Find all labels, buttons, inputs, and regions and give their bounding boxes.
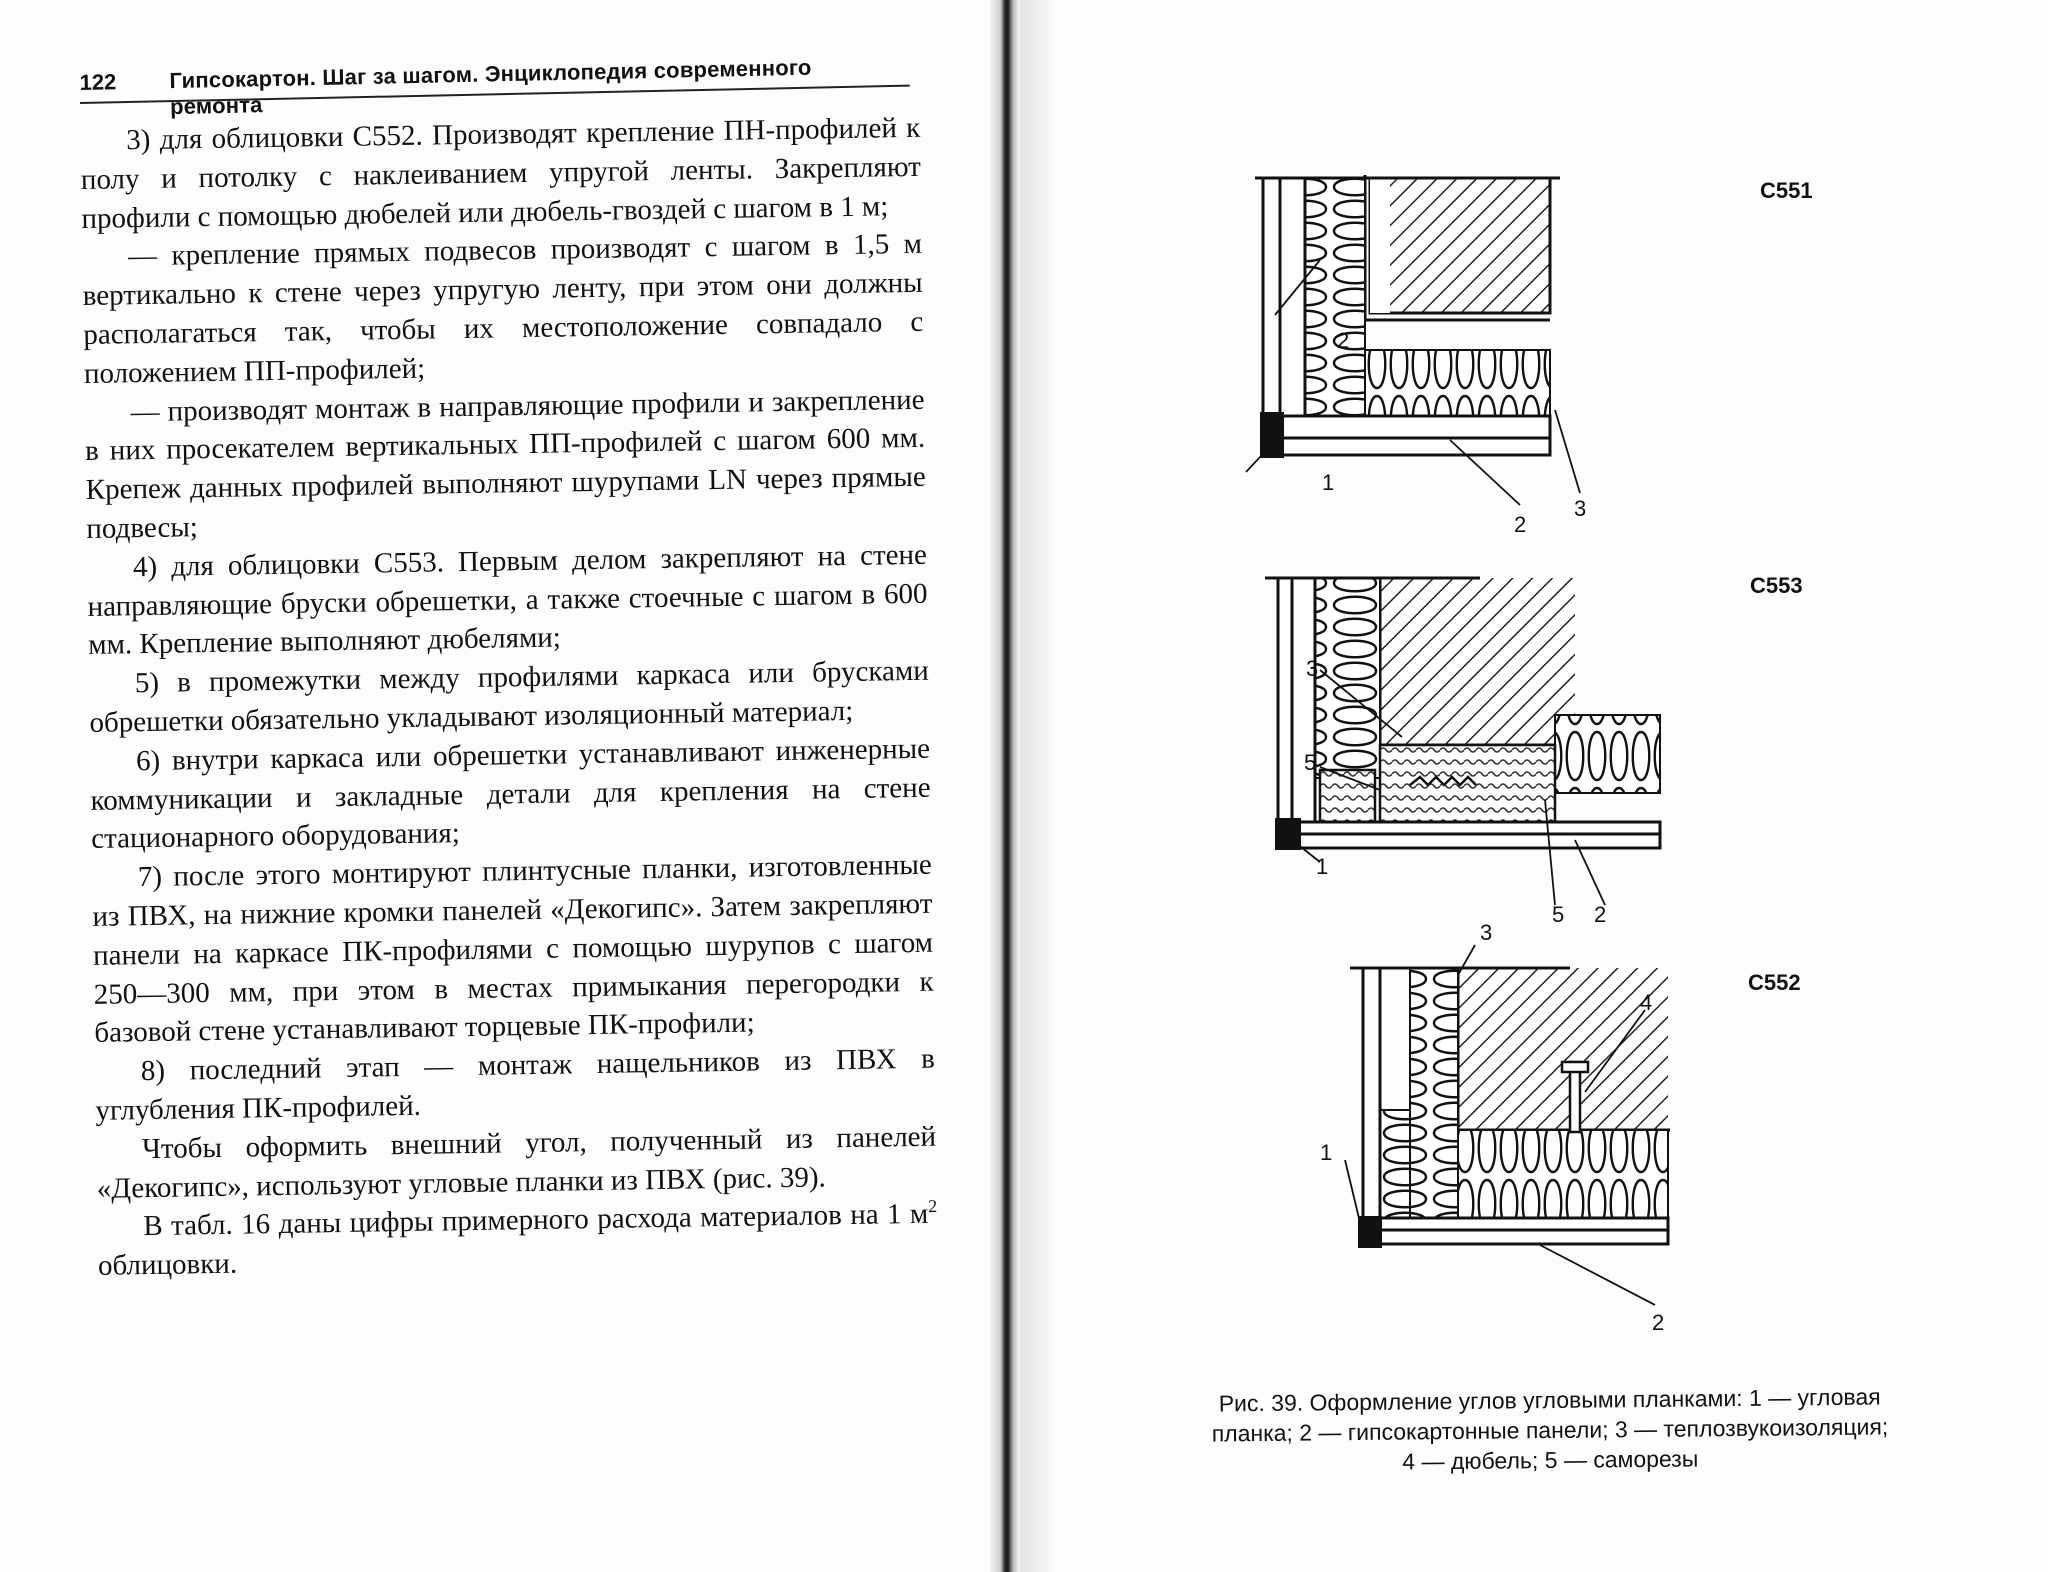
figure-title: С551 bbox=[1760, 178, 1813, 203]
insulation bbox=[1410, 968, 1458, 1218]
wall-hatch bbox=[1458, 968, 1668, 1130]
figure-c551 bbox=[1246, 175, 1813, 537]
paragraph: 8) последний этап — монтаж нащельников из ПВХ в углубления ПК-профилей. bbox=[95, 1042, 936, 1127]
gypsum-panel bbox=[1278, 578, 1292, 846]
corner-strip bbox=[1275, 818, 1301, 850]
dowel-head bbox=[1562, 1062, 1588, 1072]
book-gutter bbox=[990, 0, 1020, 1572]
gypsum-panel bbox=[1280, 416, 1550, 438]
paragraph-tail: облицовки. bbox=[97, 1247, 238, 1282]
insulation bbox=[1365, 350, 1550, 416]
callout-label: 2 bbox=[1337, 328, 1350, 353]
callout-label: 3 bbox=[1480, 920, 1493, 945]
gypsum-panel bbox=[1278, 834, 1660, 848]
right-page bbox=[1080, 0, 2048, 1572]
gypsum-panel bbox=[1380, 1218, 1668, 1230]
paragraph: — производят монтаж в направляющие профили и закрепление в них просекателем вертикальных ПП-профилей с шагом 600 мм. Крепеж данных профилей выполняют шурупами LN через прямые подвесы; bbox=[84, 383, 926, 545]
gypsum-panel bbox=[1363, 1230, 1668, 1244]
callout-label: 1 bbox=[1320, 1140, 1333, 1165]
callout-label: 1 bbox=[1316, 854, 1329, 879]
callout-label: 3 bbox=[1306, 656, 1319, 681]
body-text bbox=[80, 109, 938, 1286]
callout-label: 2 bbox=[1514, 512, 1527, 537]
running-head bbox=[79, 45, 910, 120]
figure-title: С552 bbox=[1748, 970, 1801, 995]
wall-hatch bbox=[1370, 178, 1550, 313]
paragraph: 7) после этого монтируют плинтусные планки, изготовленные из ПВХ, на нижние кромки панелей «Декогипс». Затем закрепляют панели на каркасе ПК-профилями с помощью шурупов с шагом 250—300 мм, при этом в местах примыкания перегородки к базовой стене устанавливают торцевые ПК-профили; bbox=[92, 848, 934, 1050]
figure-c552 bbox=[1320, 920, 1801, 1335]
callout-label: 2 bbox=[1652, 1310, 1665, 1335]
paragraph: Чтобы оформить внешний угол, полученный из панелей «Декогипс», используют угловые планки из ПВХ (рис. 39). bbox=[96, 1120, 937, 1205]
paragraph: — крепление прямых подвесов производят с шагом в 1,5 м вертикально к стене через упругую ленту, при этом они должны располагаться так, чтобы их местоположение совпадало с положением ПП-профилей; bbox=[82, 228, 924, 390]
callout-label: 5 bbox=[1552, 902, 1565, 927]
gypsum-panel bbox=[1263, 438, 1550, 455]
paragraph-text: В табл. 16 даны цифры примерного расхода материалов на 1 м bbox=[143, 1198, 929, 1243]
gutter-shadow bbox=[1020, 0, 1060, 1572]
figure-c553 bbox=[1265, 573, 1803, 927]
callout-label: 5 bbox=[1304, 750, 1317, 775]
paragraph: 4) для облицовки С553. Первым делом закрепляют на стене направляющие бруски обрешетки, а также стоечные с шагом в 600 мм. Крепление выполняют дюбелями; bbox=[87, 538, 928, 662]
caption-line: планка; 2 — гипсокартонные панели; 3 — теплозвукоизоляция; bbox=[1211, 1413, 1889, 1447]
figure-39 bbox=[1080, 0, 2048, 1572]
superscript: 2 bbox=[927, 1196, 938, 1217]
left-page bbox=[79, 52, 938, 1512]
gypsum-panel bbox=[1292, 578, 1315, 832]
figure-caption bbox=[1095, 1380, 2006, 1480]
running-title: Гипсокартон. Шаг за шагом. Энциклопедия современного ремонта bbox=[169, 54, 812, 120]
page-number: 122 bbox=[79, 69, 117, 96]
wood-batten bbox=[1380, 745, 1555, 822]
paragraph: 3) для облицовки С552. Производят крепление ПН-профилей к полу и потолку с наклеиванием упругой ленты. Закрепляют профили с помощью дюбелей или дюбель-гвоздей с шагом в 1 м; bbox=[80, 111, 922, 235]
paragraph: 6) внутри каркаса или обрешетки устанавливают инженерные коммуникации и закладные детали для крепления на стене стационарного оборудования; bbox=[90, 732, 931, 856]
callout-label: 3 bbox=[1574, 496, 1587, 521]
insulation bbox=[1555, 715, 1660, 793]
figure-title: С553 bbox=[1750, 573, 1803, 598]
caption-line: 4 — дюбель; 5 — саморезы bbox=[1402, 1445, 1699, 1475]
caption-line: Рис. 39. Оформление углов угловыми планками: 1 — угловая bbox=[1218, 1383, 1881, 1417]
paragraph-last bbox=[97, 1195, 938, 1286]
callout-label: 1 bbox=[1322, 470, 1335, 495]
insulation bbox=[1305, 178, 1365, 416]
gypsum-panel bbox=[1292, 822, 1660, 834]
corner-strip bbox=[1260, 412, 1284, 458]
insulation bbox=[1458, 1130, 1668, 1218]
wall-hatch bbox=[1380, 578, 1575, 750]
callout-label: 2 bbox=[1594, 902, 1607, 927]
insulation bbox=[1315, 578, 1380, 778]
paragraph: 5) в промежутки между профилями каркаса или брусками обрешетки обязательно укладывают изоляционный материал; bbox=[89, 654, 929, 739]
gypsum-panel bbox=[1363, 968, 1380, 1244]
callout-label: 4 bbox=[1640, 990, 1653, 1015]
